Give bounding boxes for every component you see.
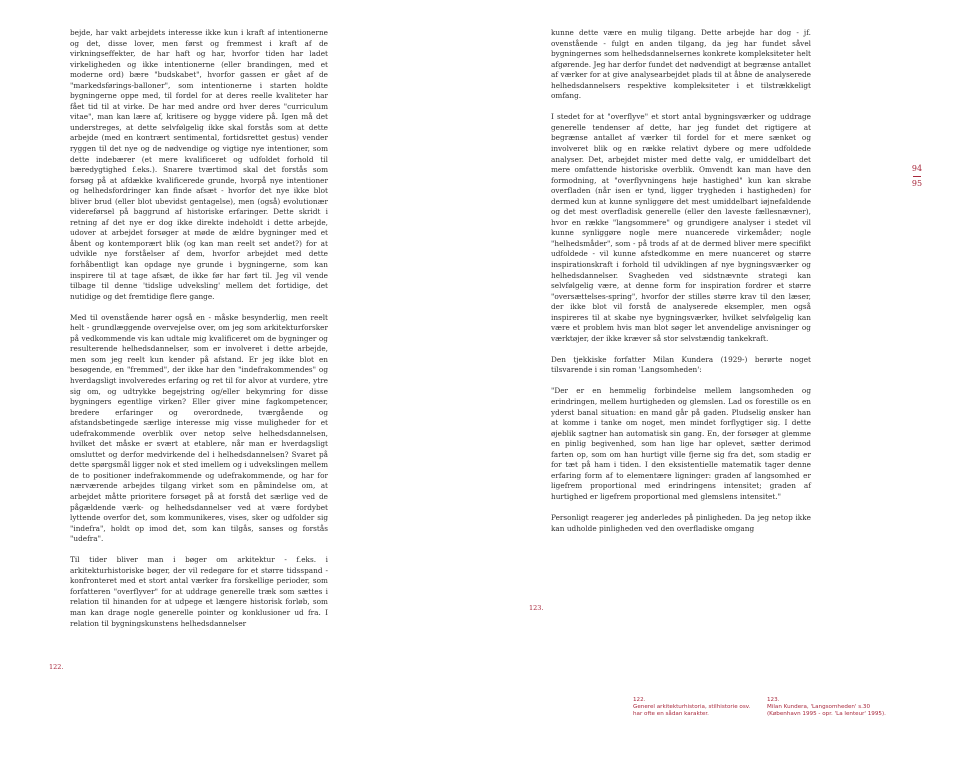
footnote-text: Milan Kundera, 'Langsomheden' s.30 (København 1995 - opr. 'La lenteur' 1995). <box>767 704 886 717</box>
folio-divider <box>906 174 928 179</box>
footnote-123 <box>767 697 893 718</box>
page-number-left: 94 <box>911 164 923 173</box>
page-folio <box>906 164 928 189</box>
footnote-122 <box>633 697 759 718</box>
paragraph: bejde, har vakt arbejdets interesse ikke kun i kraft af intentionerne og det, disse lover, men først og fremmest i kraft af de virkningseffekter, de har haft og har, hvorfor tiden har ladet virkeligheden og ikke intentionerne (eller brandingen, med et moderne ord) bære "budskabet", hvorfor gassen er gået af de "markedsførings-balloner", som intentionerne i starten holdte bygningerne oppe med, til fordel for at deres reelle kvaliteter har fået tid til at virke. De har med andre ord hver deres "curriculum vitae", man kan lære af, kritisere og bygge videre på. Igen må det understreges, at dette selvfølgelig ikke skal forstås som at dette arbejde (med en kontrært sentimental, fortidsrettet gestus) vender ryggen til det nye og de nødvendige og vigtige nye intentioner, som dette indebærer (et mere kvalificeret og udfoldet forhold til bæredygtighed f.eks.). Snarere tværtimod skal det forstås som forsøg på at afdække kvalificerede grunde, hvorpå nye intentioner og helhedsfordringer kan finde afsæt - hvorfor det nye ikke blot bliver brud (eller blot ubevidst gentagelse), men (også) evolutionær videreførsel på baggrund af historiske erfaringer. Dette skridt i retning af det nye er dog ikke direkte indeholdt i dette arbejde, udover at arbejdet forsøger at møde de ældre bygninger med et åbent og kontemporært blik (og kan man reelt set andet?) for at udvikle nye forståelser af dem, hvorfor arbejdet med dette forhåbentligt kan opdage nye grunde i bygningerne, som kan inspirere til at tage afsæt, de ikke før har ført til. Jeg vil vende tilbage til denne 'tidslige udveksling' mellem det fortidige, det nutidige og det fremtidige flere gange. <box>70 28 328 301</box>
footnote-marker-122: 122. <box>49 663 64 671</box>
right-text-column <box>551 28 811 545</box>
paragraph: Den tjekkiske forfatter Milan Kundera (1929-) berørte noget tilsvarende i sin roman 'Langsomheden': <box>551 354 811 375</box>
paragraph: Med til ovenstående hører også en - måske besynderlig, men reelt helt - grundlæggende overvejelse over, om jeg som arkitekturforsker på vedkommende vis kan udtale mig kvalificeret om de bygninger og resulterende helhedsdannelser, som er involveret i dette arbejde, men som jeg reelt kun kender på afstand. Er jeg ikke blot en besøgende, en "fremmed", der ikke har den "indefrakommendes" og hverdagsligt involveredes erfaring og ret til for alvor at vurdere, ytre sig om, og udtrykke begejstring og/eller bekymring for disse bygningers egentlige virken? Eller giver mine fagkompetencer, bredere erfaringer og overordnede, tværgående og afstandsbetingede særlige interesse mig visse muligheder for et udefrakommende overblik over netop selve helhedsdannelsen, hvilket det måske er svært at etablere, når man er hverdagsligt omsluttet og derfor medvirkende del i helhedsdannelsen? Svaret på dette spørgsmål ligger nok et sted imellem og i udvekslingen mellem de to positioner indefrakommende og udefrakommende, og har for nærværende arbejdes tilgang virket som en påmindelse om, at arbejdet måtte prioritere forsøget på at forstå det særlige ved de pågældende værk- og helhedsdannelser ved at være fordybet lyttende overfor det, som kommunikeres, vises, sker og udfolder sig "indefra", holdt op imod det, som kan tilgås, sanses og forstås "udefra". <box>70 312 328 544</box>
left-text-column <box>70 28 328 640</box>
paragraph: Til tider bliver man i bøger om arkitektur - f.eks. i arkitekturhistoriske bøger, der vil redegøre for et større tidsspand - konfronteret med et stort antal værker fra forskellige perioder, som forfatteren "overflyver" for at uddrage generelle træk som sættes i relation til hinanden for at udpege et længere historisk forløb, som man kan drage nogle generelle pointer og konklusioner ud fra. I relation til bygningskunstens helhedsdannelser <box>70 555 328 628</box>
footnote-text: Generel arkitekturhistoria, stilhistorie osv. har ofte en sådan karakter. <box>633 704 751 717</box>
paragraph: Personligt reagerer jeg anderledes på pinligheden. Da jeg netop ikke kan udholde pinligheden ved den overfladiske omgang <box>551 512 811 533</box>
footnote-number: 123. <box>767 697 780 703</box>
paragraph: I stedet for at "overflyve" et stort antal bygningsværker og uddrage generelle tendenser af dette, har jeg fundet det rigtigere at begrænse antallet af værker til fordel for et mere sænket og involveret blik og en række relativt dybere og mere udfoldede analyser. Det, arbejdet mister med dette valg, er umiddelbart det mere omfattende historiske overblik. Omvendt kan man have den formodning, at "overflyvningens høje hastighed" kun kan skrabe overfladen (når isen er tynd, ligger trygheden i hastigheden) for dermed kun at kunne synliggøre det mest umiddelbart iøjnefaldende og det mest overfladisk generelle (eller den laveste fællesnævner), hvor en række "langsommere" og grundigere analyser i stedet vil kunne synliggøre nogle mere nuancerede virkemåder; nogle "helhedsmåder", som - på trods af at de dermed bliver mere specifikt udfoldede - vil kunne afstedkomme en mere nuanceret og større inspirationskraft i forhold til udviklingen af nye bygningsværker og helhedsdannelser. Svagheden ved sidstnævnte strategi kan selvfølgelig være, at denne form for inspiration fordrer et større "oversættelses-spring", hvorfor der stilles større krav til den læser, der ikke blot vil forstå de analyserede eksempler, men også inspireres til at skabe nye bygningsværker, hvilket selvfølgelig kan være et problem hvis man blot søger let anvendelige anvisninger og værktøjer, der ikke kræver så stor selvstændig tankekraft. <box>551 112 811 343</box>
paragraph: kunne dette være en mulig tilgang. Dette arbejde har dog - jf. ovenstående - fulgt en anden tilgang, da jeg har fundet såvel bygningernes som helhedsdannelsernes konkrete kompleksiteter helt afgørende. Jeg har derfor fundet det nødvendigt at begrænse antallet af værker for at give analysearbejdet plads til at åbne de analyserede helhedsdannelsers respektive kompleksiteter i et tilstrækkeligt omfang. <box>551 28 811 101</box>
block-quote: "Der er en hemmelig forbindelse mellem langsomheden og erindringen, mellem hurtigheden og glemslen. Lad os forestille os en yderst banal situation: en mand går på gaden. Pludselig ønsker han at komme i tanke om noget, men mindet forflygtiger sig. I dette øjeblik sagtner han automatisk sin gang. En, der forsøger at glemme en pinlig begivenhed, som han lige har oplevet, sætter derimod farten op, som om han hurtigt ville fjerne sig fra det, som stadig er for tæt på ham i tiden. I den eksistentielle matematik tager denne erfaring form af to elementære ligninger: graden af langsomhed er ligefrem proportional med erindringens intensitet; graden af hurtighed er ligefrem proportional med glemslens intensitet." <box>551 386 811 501</box>
footnote-marker-123: 123. <box>529 604 544 612</box>
footnote-number: 122. <box>633 697 646 703</box>
page-number-right: 95 <box>911 179 923 188</box>
